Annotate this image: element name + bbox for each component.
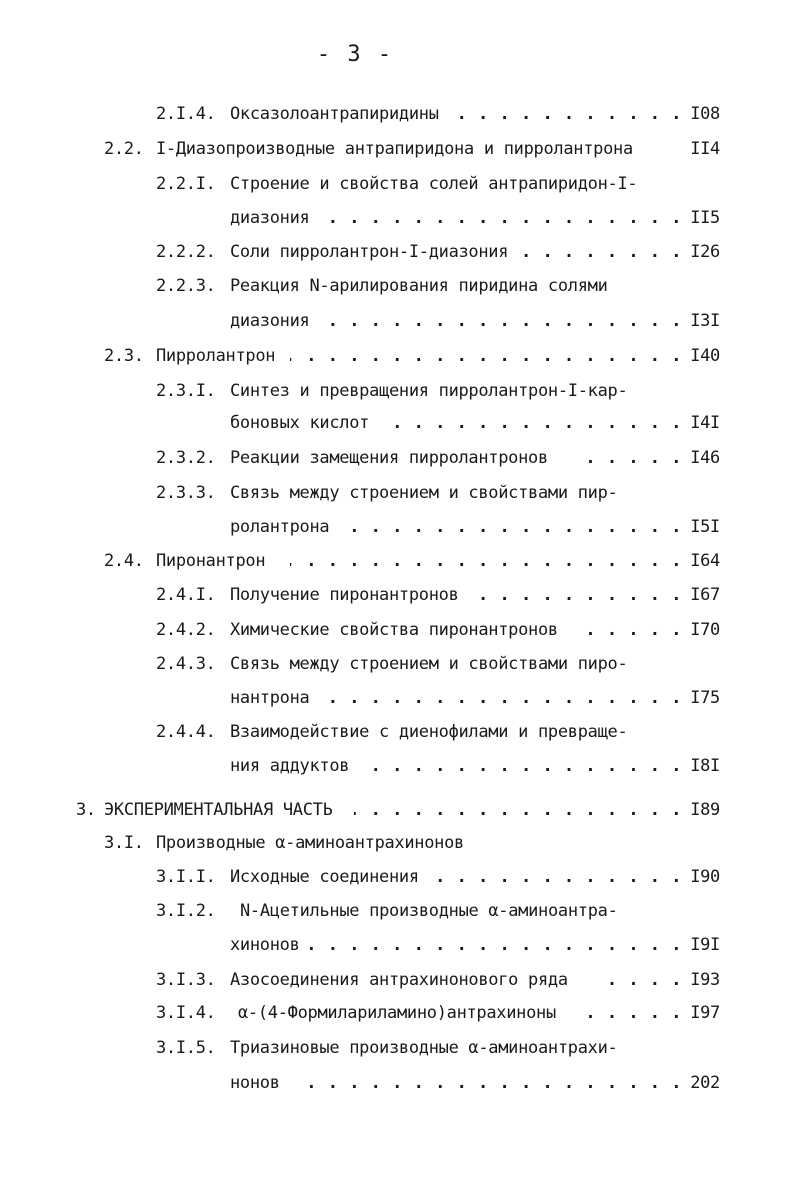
entry-title-continuation: диазония (230, 208, 310, 228)
entry-title-continuation: нантрона (230, 688, 310, 708)
entry-number: 2.3.2. (156, 448, 216, 468)
entry-title: α-(4-Формилариламино)антрахиноны (238, 1003, 556, 1023)
toc-entry (0, 615, 799, 645)
dot-leader (430, 862, 682, 892)
dot-leader (320, 683, 682, 713)
entry-page: 202 (690, 1073, 720, 1093)
entry-number: 2.4. (104, 551, 144, 571)
entry-page: I75 (690, 688, 720, 708)
entry-number: 3.I.2. (156, 901, 216, 921)
entry-number: 2.4.I. (156, 585, 216, 605)
entry-page: I40 (690, 346, 720, 366)
toc-entry (0, 649, 799, 679)
entry-page: I08 (690, 104, 720, 124)
toc-entry-continuation (0, 306, 799, 336)
entry-page: I97 (690, 1003, 720, 1023)
entry-number: 2.4.2. (156, 620, 216, 640)
entry-title: Реакция N-арилирования пиридина солями (230, 276, 608, 296)
entry-page: I67 (690, 585, 720, 605)
entry-number: 3. (76, 800, 96, 820)
dot-leader (384, 408, 682, 438)
entry-page: I90 (690, 867, 720, 887)
dot-leader (320, 306, 682, 336)
entry-title: Азосоединения антрахинонового ряда (230, 970, 568, 990)
dot-leader (450, 99, 682, 129)
dot-leader (580, 998, 682, 1028)
toc-entry (0, 237, 799, 267)
entry-title-continuation: ролантрона (230, 517, 330, 537)
dot-leader (294, 1068, 682, 1098)
entry-number: 3.I.4. (156, 1003, 216, 1023)
toc-entry (0, 99, 799, 129)
entry-page: II4 (690, 139, 720, 159)
entry-title: Связь между строением и свойствами пир- (230, 483, 618, 503)
toc-entry (0, 717, 799, 747)
entry-title: Соли пирролантрон-I-диазония (230, 242, 509, 262)
entry-title: Исходные соединения (230, 867, 419, 887)
entry-title: N-Ацетильные производные α-аминоантра- (240, 901, 618, 921)
toc-entry (0, 443, 799, 473)
dot-leader (524, 237, 682, 267)
entry-number: 2.3. (104, 346, 144, 366)
entry-title: Реакции замещения пирролантронов (230, 448, 548, 468)
entry-page: I3I (690, 311, 720, 331)
toc-entry (0, 896, 799, 926)
entry-title-continuation: боновых кислот (230, 413, 370, 433)
toc-entry (0, 376, 799, 406)
entry-number: 2.3.I. (156, 381, 216, 401)
entry-title: Пиронантрон (156, 551, 266, 571)
entry-title: Связь между строением и свойствами пиро- (230, 654, 628, 674)
toc-entry-continuation (0, 751, 799, 781)
dot-leader (574, 615, 682, 645)
entry-title: Триазиновые производные α-аминоантрахи- (230, 1038, 618, 1058)
entry-title-continuation: ния аддуктов (230, 756, 350, 776)
entry-page: I26 (690, 242, 720, 262)
entry-number: 2.4.4. (156, 722, 216, 742)
entry-page: I89 (690, 800, 720, 820)
entry-page: I93 (690, 970, 720, 990)
toc-entry (0, 546, 799, 576)
dot-leader (320, 203, 682, 233)
entry-title: Получение пиронантронов (230, 585, 459, 605)
entry-title: Оксазолоантрапиридины (230, 104, 439, 124)
entry-page: I9I (690, 935, 720, 955)
entry-number: 2.2. (104, 139, 144, 159)
entry-page: II5 (690, 208, 720, 228)
entry-title: Синтез и превращения пирролантрон-I-кар- (230, 381, 628, 401)
entry-title: Пирролантрон (156, 346, 276, 366)
toc-entry-continuation (0, 1068, 799, 1098)
entry-title-continuation: хинонов (230, 935, 300, 955)
toc-entry (0, 998, 799, 1028)
entry-number: 2.3.3. (156, 483, 216, 503)
entry-title-continuation: диазония (230, 311, 310, 331)
toc-entry-continuation (0, 203, 799, 233)
toc-entry (0, 828, 799, 858)
entry-number: 2.4.3. (156, 654, 216, 674)
page-number: - 3 - (316, 42, 394, 67)
entry-title: Производные α-аминоантрахинонов (156, 833, 464, 853)
entry-number: 2.2.I. (156, 174, 216, 194)
toc-entry-continuation (0, 930, 799, 960)
entry-number: 2.2.2. (156, 242, 216, 262)
dot-leader (364, 751, 682, 781)
toc-entry-continuation (0, 408, 799, 438)
entry-number: 2.I.4. (156, 104, 216, 124)
entry-page: I46 (690, 448, 720, 468)
entry-title-continuation: нонов (230, 1073, 280, 1093)
toc-entry (0, 478, 799, 508)
entry-title: Взаимодействие с диенофилами и превраще- (230, 722, 628, 742)
toc-entry (0, 271, 799, 301)
entry-title: Химические свойства пиронантронов (230, 620, 558, 640)
toc-entry (0, 169, 799, 199)
entry-page: I64 (690, 551, 720, 571)
entry-title: Строение и свойства солей антрапиридон-I- (230, 174, 638, 194)
toc-entry (0, 134, 799, 164)
entry-number: 3.I.I. (156, 867, 216, 887)
entry-number: 3.I. (104, 833, 144, 853)
dot-leader (290, 341, 682, 371)
toc-entry (0, 862, 799, 892)
toc-entry-continuation (0, 683, 799, 713)
toc-entry-continuation (0, 512, 799, 542)
entry-title: ЭКСПЕРИМЕНТАЛЬНАЯ ЧАСТЬ (104, 800, 333, 820)
dot-leader (340, 512, 682, 542)
entry-number: 3.I.5. (156, 1038, 216, 1058)
toc-entry (0, 341, 799, 371)
toc-entry (0, 965, 799, 995)
entry-page: I4I (690, 413, 720, 433)
dot-leader (354, 795, 682, 825)
entry-title: I-Диазопроизводные антрапиридона и пирролантрона (156, 139, 633, 159)
entry-number: 3.I.3. (156, 970, 216, 990)
entry-page: I70 (690, 620, 720, 640)
entry-page: I8I (690, 756, 720, 776)
entry-number: 2.2.3. (156, 276, 216, 296)
dot-leader (290, 546, 682, 576)
toc-entry (0, 580, 799, 610)
dot-leader (574, 443, 682, 473)
toc-entry (0, 1033, 799, 1063)
dot-leader (594, 965, 682, 995)
dot-leader (304, 930, 682, 960)
entry-page: I5I (690, 517, 720, 537)
toc-entry (0, 795, 799, 825)
dot-leader (474, 580, 682, 610)
